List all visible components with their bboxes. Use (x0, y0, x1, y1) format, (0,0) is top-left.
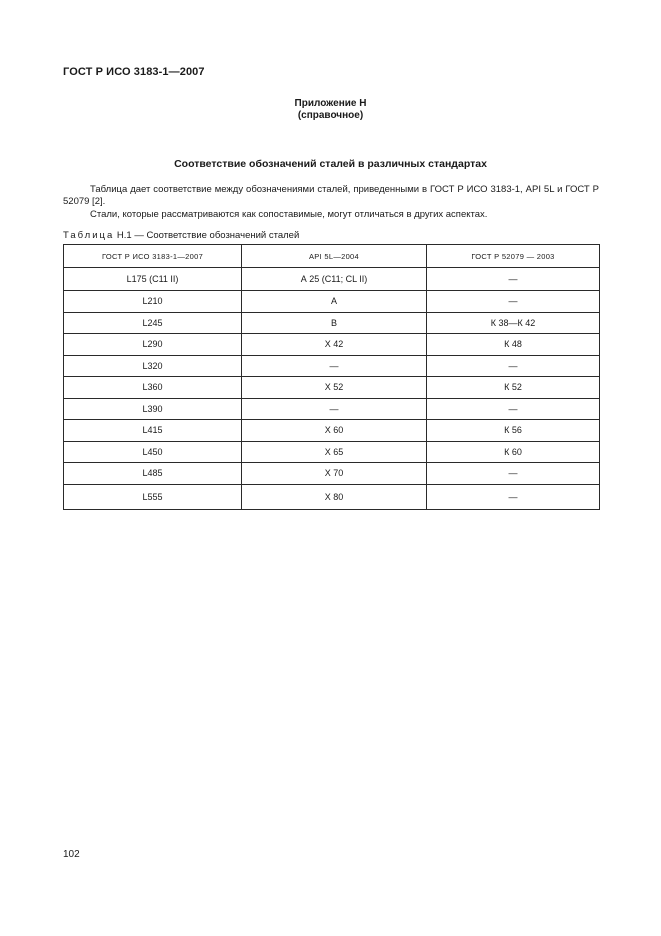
table-cell: — (427, 291, 600, 313)
table-row (64, 463, 600, 485)
column-header-api: API 5L—2004 (242, 245, 427, 268)
page-number: 102 (63, 849, 80, 860)
table-row (64, 355, 600, 377)
table-header-row (64, 245, 600, 268)
section-title: Соответствие обозначений сталей в различных стандартах (174, 158, 487, 170)
document-header: ГОСТ Р ИСО 3183-1—2007 (63, 66, 205, 78)
table-cell: К 60 (427, 441, 600, 463)
table-cell: L245 (64, 312, 242, 334)
table-cell: А 25 (С11; CL II) (242, 268, 427, 291)
table-cell: L450 (64, 441, 242, 463)
column-header-gost-r: ГОСТ Р 52079 — 2003 (427, 245, 600, 268)
table-cell: L175 (С11 II) (64, 268, 242, 291)
table-cell: L290 (64, 334, 242, 356)
table-cell: К 38—К 42 (427, 312, 600, 334)
table-cell: А (242, 291, 427, 313)
table-cell: L320 (64, 355, 242, 377)
appendix-subtitle: (справочное) (297, 110, 364, 121)
appendix-title: Приложение Н (294, 98, 367, 109)
table-row (64, 312, 600, 334)
table-cell: Х 60 (242, 420, 427, 442)
table-cell: В (242, 312, 427, 334)
table-cell: К 52 (427, 377, 600, 399)
table-row (64, 334, 600, 356)
column-header-gost-iso: ГОСТ Р ИСО 3183-1—2007 (64, 245, 242, 268)
table-cell: Х 80 (242, 484, 427, 509)
table-cell: L555 (64, 484, 242, 509)
table-cell: — (427, 268, 600, 291)
table-cell: — (242, 398, 427, 420)
table-row (64, 484, 600, 509)
steel-correspondence-table (63, 244, 600, 510)
table-cell: Х 70 (242, 463, 427, 485)
table-cell: L485 (64, 463, 242, 485)
table-row (64, 291, 600, 313)
table-row (64, 420, 600, 442)
table-cell: L210 (64, 291, 242, 313)
paragraph: Стали, которые рассматриваются как сопоставимые, могут отличаться в других аспектах. (90, 209, 488, 220)
appendix-heading (0, 98, 661, 122)
table-cell: L360 (64, 377, 242, 399)
table-cell: L390 (64, 398, 242, 420)
table-cell: Х 42 (242, 334, 427, 356)
table-cell: — (427, 463, 600, 485)
table-cell: К 56 (427, 420, 600, 442)
table-caption-text: Н.1 — Соответствие обозначений сталей (116, 230, 300, 241)
table-cell: L415 (64, 420, 242, 442)
table-row (64, 268, 600, 291)
table-cell: — (427, 484, 600, 509)
table-row (64, 441, 600, 463)
table-cell: — (242, 355, 427, 377)
table-row (64, 398, 600, 420)
table-cell: Х 52 (242, 377, 427, 399)
table-row (64, 377, 600, 399)
table-cell: Х 65 (242, 441, 427, 463)
table-cell: К 48 (427, 334, 600, 356)
table-cell: — (427, 398, 600, 420)
table-caption-label: Таблица (63, 230, 115, 241)
table-caption (63, 230, 299, 241)
table-cell: — (427, 355, 600, 377)
paragraph: Таблица дает соответствие между обозначениями сталей, приведенными в ГОСТ Р ИСО 3183-1, API 5L и ГОСТ Р 52079 [2]. (63, 184, 599, 207)
